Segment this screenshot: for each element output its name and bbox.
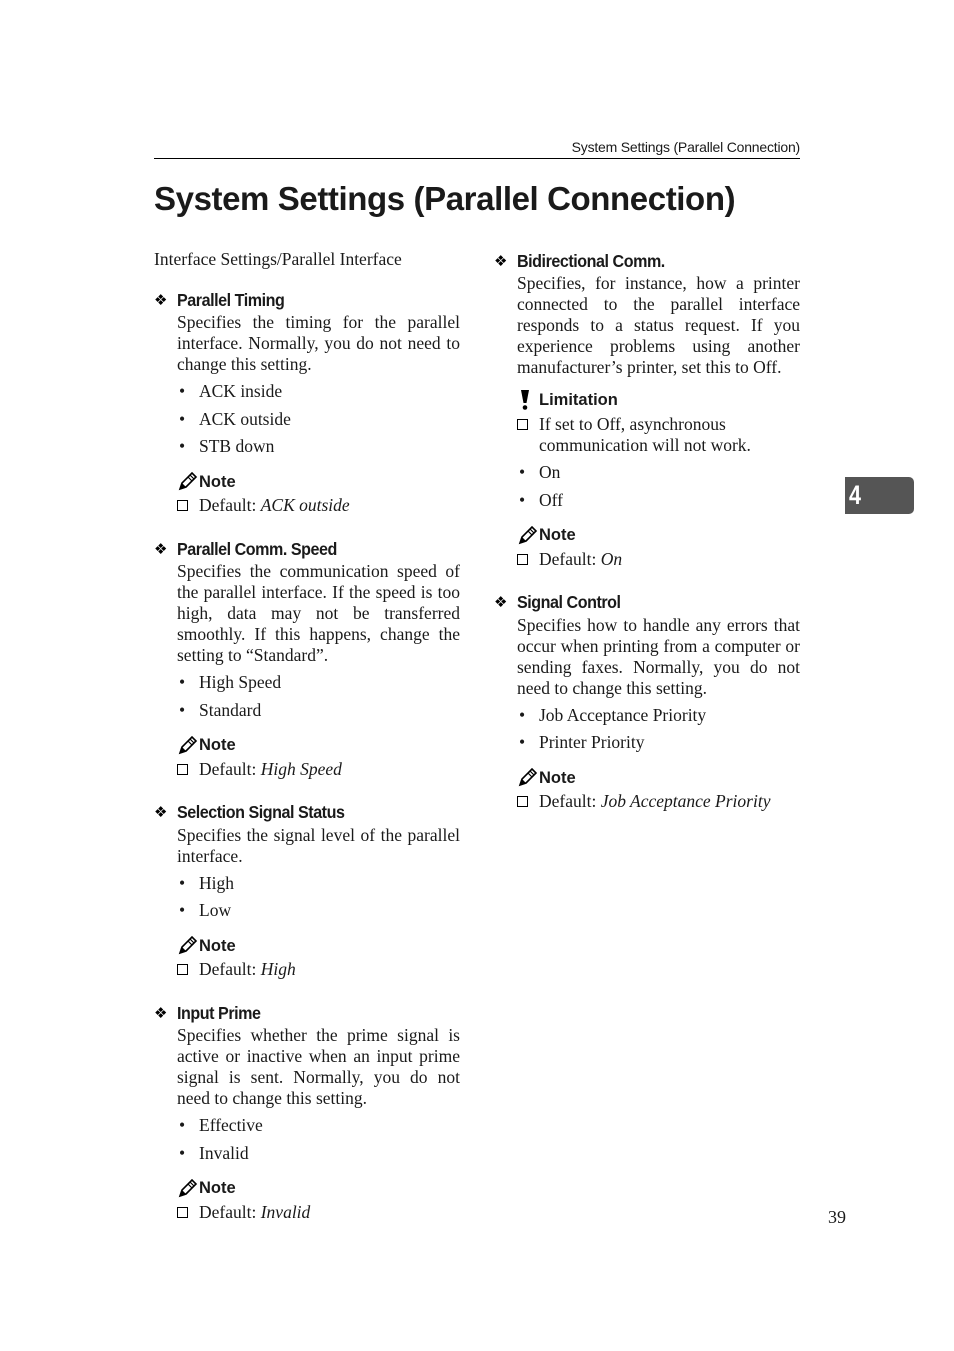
limitation-heading xyxy=(517,388,800,412)
section-heading xyxy=(154,1001,460,1025)
section-title: Selection Signal Status xyxy=(177,802,345,822)
note-default: Default: On xyxy=(517,549,800,570)
chapter-tab xyxy=(845,477,914,514)
note-label: Note xyxy=(199,736,236,754)
diamond-bullet-icon: ❖ xyxy=(154,290,168,309)
list-item: • On xyxy=(519,462,561,482)
section-description: Specifies the signal level of the parallel interface. xyxy=(177,824,460,866)
list-item: • Low xyxy=(179,900,232,920)
pencil-icon xyxy=(517,768,539,788)
section-description: Specifies whether the prime signal is active or inactive when an input prime signal is sent. Normally, you do not need to change this setting. xyxy=(177,1025,460,1108)
note-box xyxy=(517,525,800,570)
note-default: Default: High xyxy=(177,959,460,980)
list-item: • ACK inside xyxy=(179,381,283,401)
option-list xyxy=(177,672,460,721)
checkbox-icon xyxy=(177,495,199,516)
list-item: • High Speed xyxy=(179,672,282,692)
note-default: Default: High Speed xyxy=(177,759,460,780)
checkbox-icon xyxy=(517,549,539,570)
option-list xyxy=(177,1115,460,1164)
section-signal-control xyxy=(494,591,800,813)
list-item: • Printer Priority xyxy=(519,732,645,752)
chapter-number: 4 xyxy=(849,480,862,510)
note-label: Note xyxy=(199,1179,236,1197)
default-value: ACK outside xyxy=(260,495,350,515)
note-default: Default: Invalid xyxy=(177,1202,460,1223)
default-value: High xyxy=(260,959,296,979)
section-heading xyxy=(154,801,460,825)
diamond-bullet-icon: ❖ xyxy=(154,1003,168,1022)
page-title: System Settings (Parallel Connection) xyxy=(154,180,736,217)
note-box xyxy=(517,767,800,812)
section-title: Input Prime xyxy=(177,1002,261,1023)
left-column xyxy=(154,249,460,1223)
checkbox-icon xyxy=(177,759,199,780)
note-default: Default: Job Acceptance Priority xyxy=(517,791,800,812)
section-selection-signal-status xyxy=(154,801,460,981)
pencil-icon xyxy=(517,526,539,546)
list-item: • Effective xyxy=(179,1115,263,1135)
diamond-bullet-icon: ❖ xyxy=(154,539,168,558)
checkbox-icon xyxy=(177,1202,199,1223)
intro-path: Interface Settings/Parallel Interface xyxy=(154,249,402,269)
limitation-item: If set to Off, asynchronous communication will not work. xyxy=(517,414,800,456)
pencil-icon xyxy=(177,1179,199,1199)
section-heading xyxy=(154,537,460,561)
right-column xyxy=(494,249,800,812)
section-parallel-comm-speed xyxy=(154,537,460,780)
note-label: Note xyxy=(199,936,236,955)
list-item: • ACK outside xyxy=(179,408,291,429)
section-title: Parallel Comm. Speed xyxy=(177,538,337,559)
diamond-bullet-icon: ❖ xyxy=(494,593,508,611)
pencil-icon xyxy=(177,936,199,956)
pencil-icon xyxy=(177,472,199,492)
section-heading xyxy=(494,591,800,615)
section-heading xyxy=(154,288,460,312)
section-bidirectional-comm xyxy=(494,249,800,570)
checkbox-icon xyxy=(177,959,199,980)
section-description: Specifies how to handle any errors that occur when printing from a computer or sending faxes. Normally, you do not need to change this setting. xyxy=(517,614,800,698)
pencil-icon xyxy=(177,736,199,756)
list-item: • Standard xyxy=(179,699,262,720)
list-item: • Job Acceptance Priority xyxy=(519,704,707,725)
diamond-bullet-icon: ❖ xyxy=(154,803,168,821)
section-description: Specifies the timing for the parallel interface. Normally, you do not need to change this setting. xyxy=(177,312,460,374)
header-rule xyxy=(154,158,800,159)
exclamation-icon xyxy=(517,389,539,411)
default-value: Job Acceptance Priority xyxy=(600,791,771,811)
list-item: • High xyxy=(179,872,234,893)
section-parallel-timing xyxy=(154,288,460,516)
section-description: Specifies, for instance, how a printer connected to the parallel interface responds to a status request. If you experience problems using another manufacturer’s printer, set this to Off. xyxy=(517,273,800,377)
default-value: On xyxy=(600,548,623,569)
checkbox-icon xyxy=(517,414,539,456)
option-list xyxy=(517,462,800,511)
note-label: Note xyxy=(199,472,236,491)
default-value: High Speed xyxy=(260,758,342,779)
section-description: Specifies the communication speed of the parallel interface. If the speed is too high, data may not be transferred smoothly. If this happens, change the setting to “Standard”. xyxy=(177,561,460,665)
note-box xyxy=(177,1178,460,1223)
note-box xyxy=(177,735,460,780)
list-item: • Off xyxy=(519,489,563,510)
page-number: 39 xyxy=(828,1207,846,1227)
section-title: Signal Control xyxy=(517,592,621,612)
option-list xyxy=(517,705,800,754)
section-title: Parallel Timing xyxy=(177,289,285,310)
note-label: Note xyxy=(539,526,576,544)
section-heading xyxy=(494,249,800,273)
limitation-label: Limitation xyxy=(539,390,618,409)
diamond-bullet-icon: ❖ xyxy=(494,251,508,270)
list-item: • Invalid xyxy=(179,1142,249,1163)
checkbox-icon xyxy=(517,791,539,812)
note-label: Note xyxy=(539,768,576,787)
note-box xyxy=(177,471,460,516)
option-list xyxy=(177,873,460,922)
note-box xyxy=(177,935,460,980)
running-header: System Settings (Parallel Connection) xyxy=(571,139,800,155)
list-item: • STB down xyxy=(179,436,275,456)
section-title: Bidirectional Comm. xyxy=(517,250,665,271)
default-value: Invalid xyxy=(260,1201,311,1222)
note-default: Default: ACK outside xyxy=(177,495,460,516)
section-input-prime xyxy=(154,1001,460,1223)
option-list xyxy=(177,381,460,457)
